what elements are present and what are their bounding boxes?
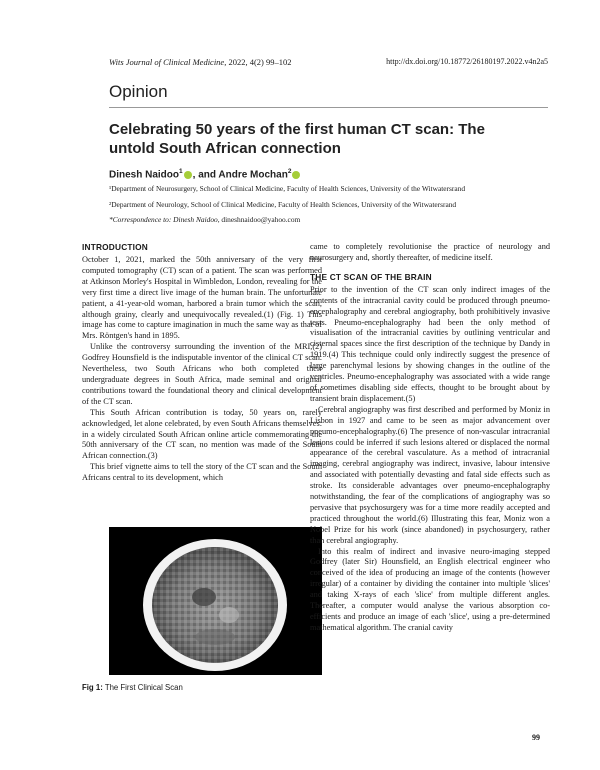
section-heading: INTRODUCTION (82, 242, 149, 252)
author-name: Dinesh Naidoo (109, 169, 180, 181)
paragraph: Into this realm of indirect and invasive neuro-imaging stepped Godfrey (later Sir) Hounsfield, an English electrical engineer who conceived of the idea of producing an image of the contents (however irregular) of a container by dividing the container into multiple 'slices' and taking X-rays of each 'slice' from multiple different angles. Thereafter, a computer would analyse the various absorption co-efficients and produce an image of each 'slice', using a pre-determined mathematical algorithm. The cranial cavity (310, 546, 550, 632)
figure-caption (82, 683, 183, 692)
doi-link[interactable]: http://dx.doi.org/10.18772/26180197.2022.v4n2a5 (386, 57, 548, 66)
author-separator: , and (192, 169, 219, 181)
article-title: Celebrating 50 years of the first human CT scan: The untold South African connection (109, 121, 485, 157)
body-text (310, 285, 550, 634)
paragraph: came to completely revolutionise the practice of neurology and neurosurgery and, shortly thereafter, of medicine itself. (310, 242, 550, 262)
paragraph: October 1, 2021, marked the 50th anniversary of the very first computed tomography (CT) scan of a patient. The scan was performed at Atkinson Morley's Hospital in Wimbledon, London, revealing for the very first time a direct live image of the human brain. The unfortunate patient, a 41-year-old woman, harbored a brain tumor which the scan, although grainy, clearly and unequivocally revealed.(1) (Fig. 1) This image has come to capture imagination in much the same way as that of Mrs. Röntgen's hand in 1895. (82, 255, 322, 341)
paragraph: Cerebral angiography was first described and performed by Moniz in Lisbon in 1927 and came to be seen as major advancement over pneumo-encephalography.(6) The presence of non-vascular intracranial lesions could be inferred if such lesions altered or displaced the normal appearance of the cerebral vasculature. As a method of intracranial imaging, cerebral angiography was indirect, invasive, labour intensive and associated with potentially devasting and fatal side effects such as stroke. Its considerable advantages over pneumo-encephalography notwithstanding, the fear of the complications of angiography was so pervasive that psychosurgery was for a time more readily accepted and practiced throughout the world.(6) Illustrating this fear, Moniz won a Nobel Prize for his work (since abandoned) in psychosurgery, rather than cerebral angiography. (310, 404, 550, 545)
paragraph: This brief vignette aims to tell the story of the CT scan and the South Africans central to its development, which (82, 462, 322, 483)
section-type: Opinion (109, 82, 168, 101)
journal-citation (109, 57, 292, 67)
affiliation: ¹Department of Neurosurgery, School of Clinical Medicine, Faculty of Health Sciences, University of the Witwatersrand (109, 184, 466, 193)
right-column (310, 242, 550, 634)
author-line (109, 168, 301, 180)
orcid-icon[interactable] (292, 171, 300, 179)
body-text (310, 242, 550, 264)
paragraph: This South African contribution is today, 50 years on, rarely acknowledged, let alone celebrated, by even South Africans themselves: in a widely circulated South African online article commemorating the 50th anniversary of the CT scan, no mention was made of the South African connection.(3) (82, 407, 322, 461)
correspondence-label: *Correspondence to: Dinesh Naidoo, (109, 215, 220, 224)
ct-scan-image (109, 527, 322, 675)
correspondence-email[interactable]: dineshnaidoo@yahoo.com (219, 215, 301, 224)
ct-scan-figure (109, 527, 322, 675)
paragraph: Unlike the controversy surrounding the invention of the MRI,(2) Godfrey Hounsfield is the indisputable inventor of the clinical CT scan. Nevertheless, two South Africans who both completed their undergraduate degrees in South Africa, made seminal and original contributions toward the foundational theory and clinical development of the CT scan. (82, 342, 322, 406)
figure-caption-text: The First Clinical Scan (102, 683, 183, 692)
body-text (82, 255, 322, 484)
author-name: Andre Mochan (218, 169, 288, 181)
correspondence (109, 215, 300, 224)
citation-details: , 2022, 4(2) 99–102 (224, 57, 292, 67)
author-affiliation-mark: 1 (179, 168, 183, 175)
header-divider (109, 107, 548, 108)
author-affiliation-mark: 2 (287, 168, 292, 175)
affiliation: ²Department of Neurology, School of Clinical Medicine, Faculty of Health Sciences, University of the Witwatersrand (109, 200, 457, 209)
section-heading: THE CT SCAN OF THE BRAIN (310, 271, 432, 282)
left-column (82, 242, 322, 484)
orcid-icon[interactable] (184, 171, 192, 179)
paragraph: Prior to the invention of the CT scan only indirect images of the contents of the intracranial cavity could be produced through pneumo-encephalography and cerebral angiography, both prohibitively invasive tests. Pneumo-encephalography had been the only method of visualisation of the intracranial cavities by outlining ventricular and cisternal spaces since the first description of the technique by Dandy in 1919.(4) This technique could only indirectly suggest the presence of large parenchymal lesions by showing changes in the outline of the ventricles. Pneumo-encephalography was associated with a wide range of sometimes disabling side effects, thought to be brought about by transient brain displacement.(5) (310, 284, 550, 403)
figure-label: Fig 1: (82, 683, 103, 692)
journal-name: Wits Journal of Clinical Medicine (109, 57, 225, 67)
page-number: 99 (532, 733, 540, 742)
